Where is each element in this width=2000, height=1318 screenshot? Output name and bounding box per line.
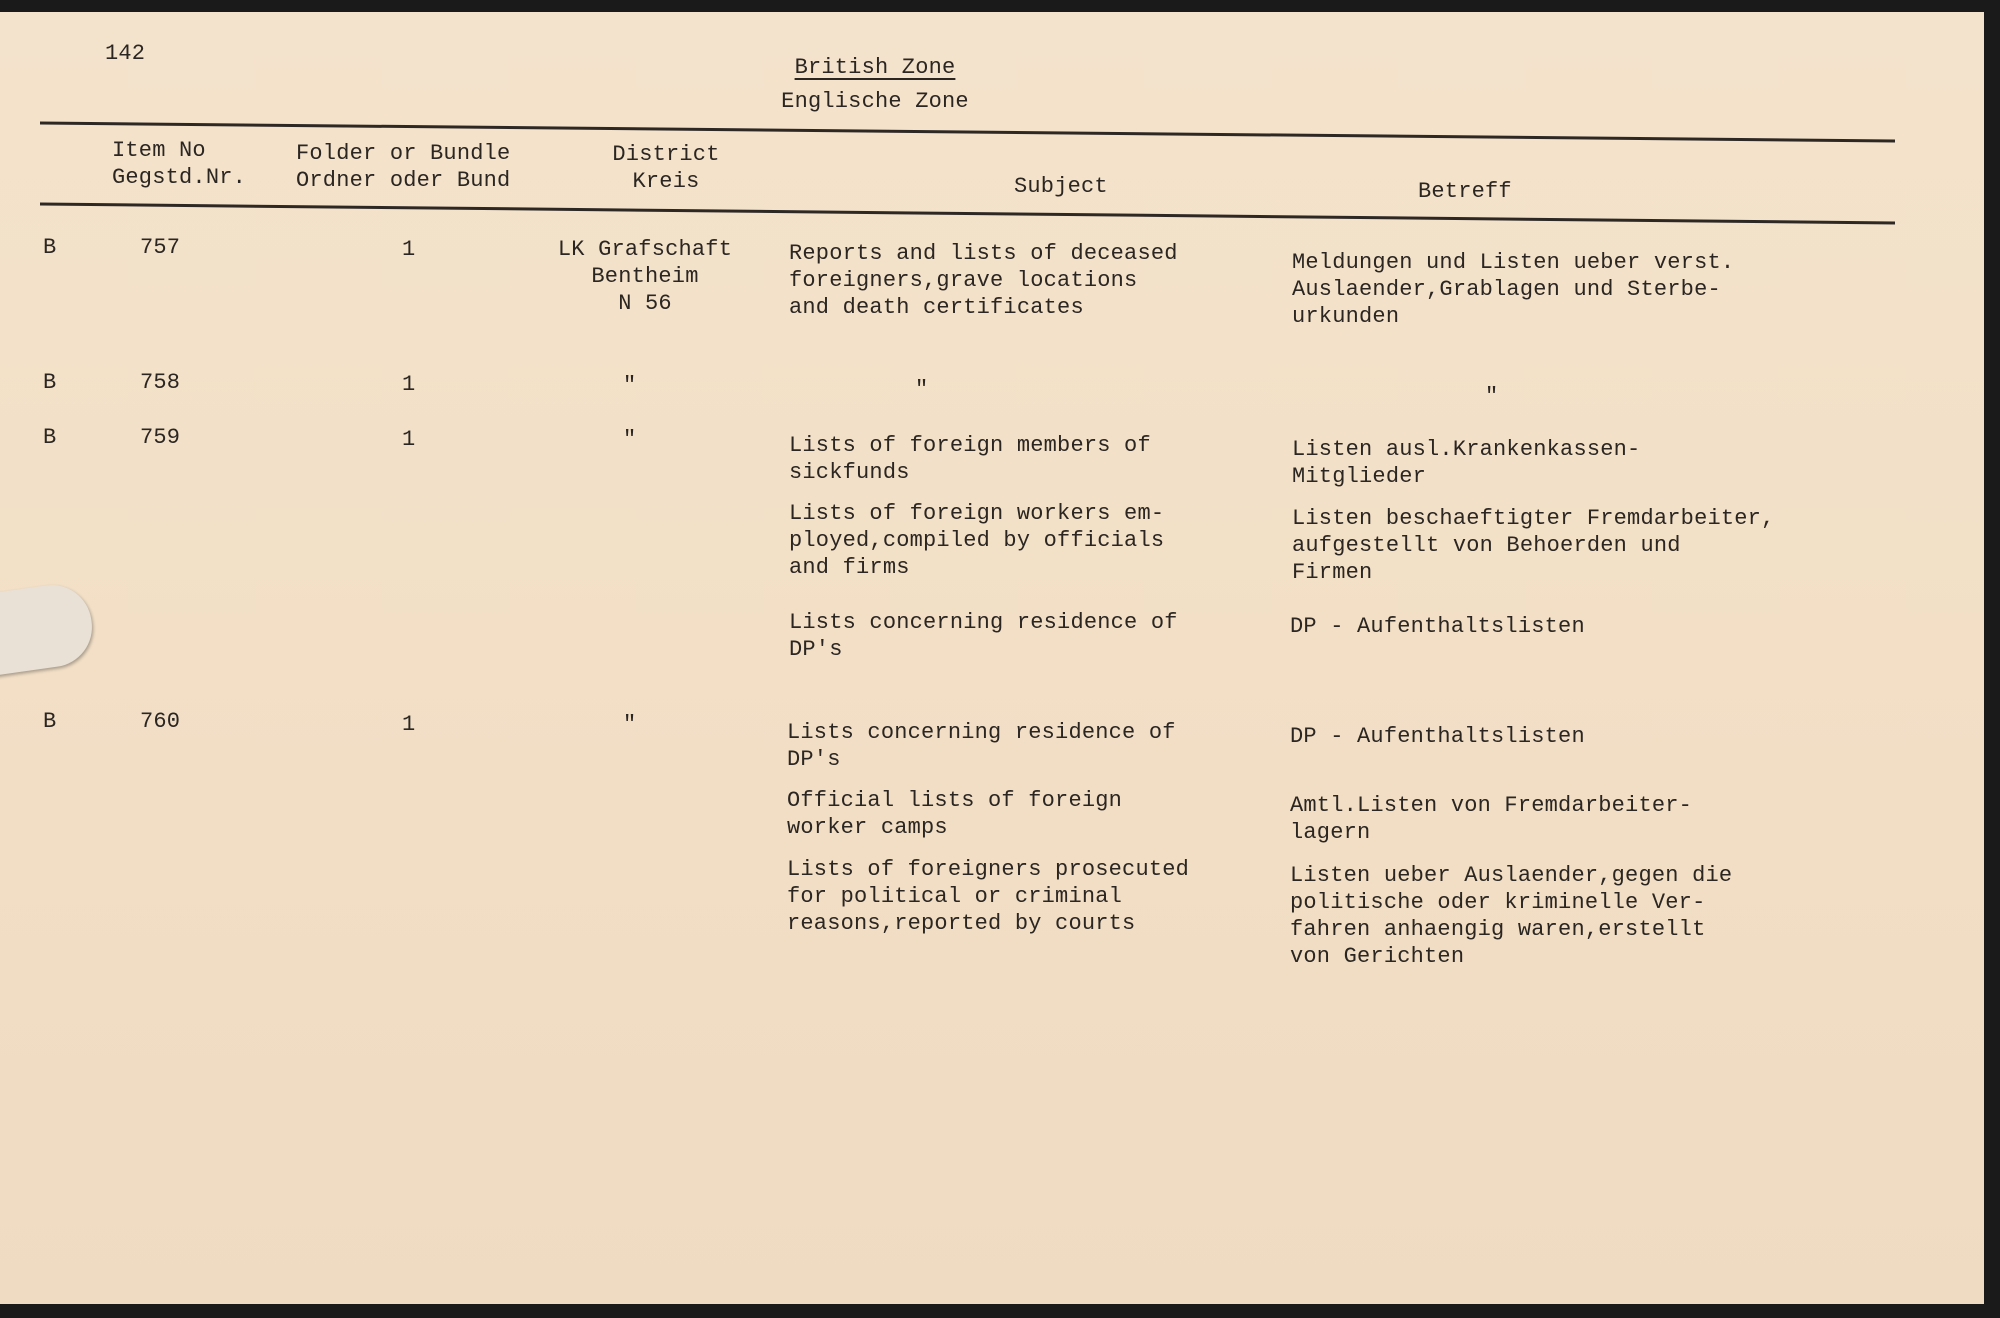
header-top-rule — [40, 123, 1895, 141]
row-district: LK Grafschaft Bentheim N 56 — [557, 237, 733, 316]
row-subject: Lists of foreign workers em- ployed,compiled by officials and firms — [789, 501, 1165, 580]
row-item-number: 757 — [140, 235, 181, 260]
row-folder: 1 — [402, 427, 416, 452]
header-betreff: Betreff — [1418, 179, 1512, 204]
row-subject: Reports and lists of deceased foreigners,grave locations and death certificates — [789, 241, 1178, 320]
row-prefix: B — [43, 425, 57, 450]
row-betreff: Amtl.Listen von Fremdarbeiter- lagern — [1290, 793, 1693, 845]
header-folder: Folder or Bundle Ordner oder Bund — [296, 141, 511, 193]
row-subject: Lists of foreigners prosecuted for political or criminal reasons,reported by courts — [787, 857, 1190, 936]
row-betreff: Listen ueber Auslaender,gegen die politische oder kriminelle Ver- fahren anhaengig waren,erstellt von Gerichten — [1290, 863, 1733, 969]
row-betreff: " — [1485, 384, 1499, 409]
row-betreff: Meldungen und Listen ueber verst. Auslaender,Grablagen und Sterbe- urkunden — [1292, 250, 1735, 329]
row-district: " — [623, 712, 637, 737]
row-prefix: B — [43, 235, 57, 260]
row-subject: Lists of foreign members of sickfunds — [789, 433, 1151, 485]
row-betreff: DP - Aufenthaltslisten — [1290, 614, 1585, 639]
page-subtitle: Englische Zone — [781, 89, 969, 114]
row-betreff: Listen ausl.Krankenkassen- Mitglieder — [1292, 437, 1641, 489]
row-folder: 1 — [402, 712, 416, 737]
header-district: District Kreis — [612, 142, 720, 194]
row-item-number: 759 — [140, 425, 181, 450]
page-title: British Zone — [794, 55, 956, 80]
row-folder: 1 — [402, 372, 416, 397]
row-prefix: B — [43, 709, 57, 734]
row-item-number: 760 — [140, 709, 181, 734]
row-subject: Lists concerning residence of DP's — [789, 610, 1178, 662]
row-subject: Official lists of foreign worker camps — [787, 788, 1123, 840]
row-folder: 1 — [402, 237, 416, 262]
row-betreff: DP - Aufenthaltslisten — [1290, 724, 1585, 749]
row-subject: Lists concerning residence of DP's — [787, 720, 1176, 772]
header-bottom-rule — [40, 204, 1895, 223]
row-betreff: Listen beschaeftigter Fremdarbeiter, aufgestellt von Behoerden und Firmen — [1292, 506, 1775, 585]
row-prefix: B — [43, 370, 57, 395]
row-district: " — [623, 373, 637, 398]
page-number: 142 — [105, 41, 146, 66]
header-subject: Subject — [1014, 174, 1108, 199]
header-item: Item No Gegstd.Nr. — [112, 138, 247, 190]
row-subject: " — [915, 377, 929, 402]
row-district: " — [623, 427, 637, 452]
row-item-number: 758 — [140, 370, 181, 395]
